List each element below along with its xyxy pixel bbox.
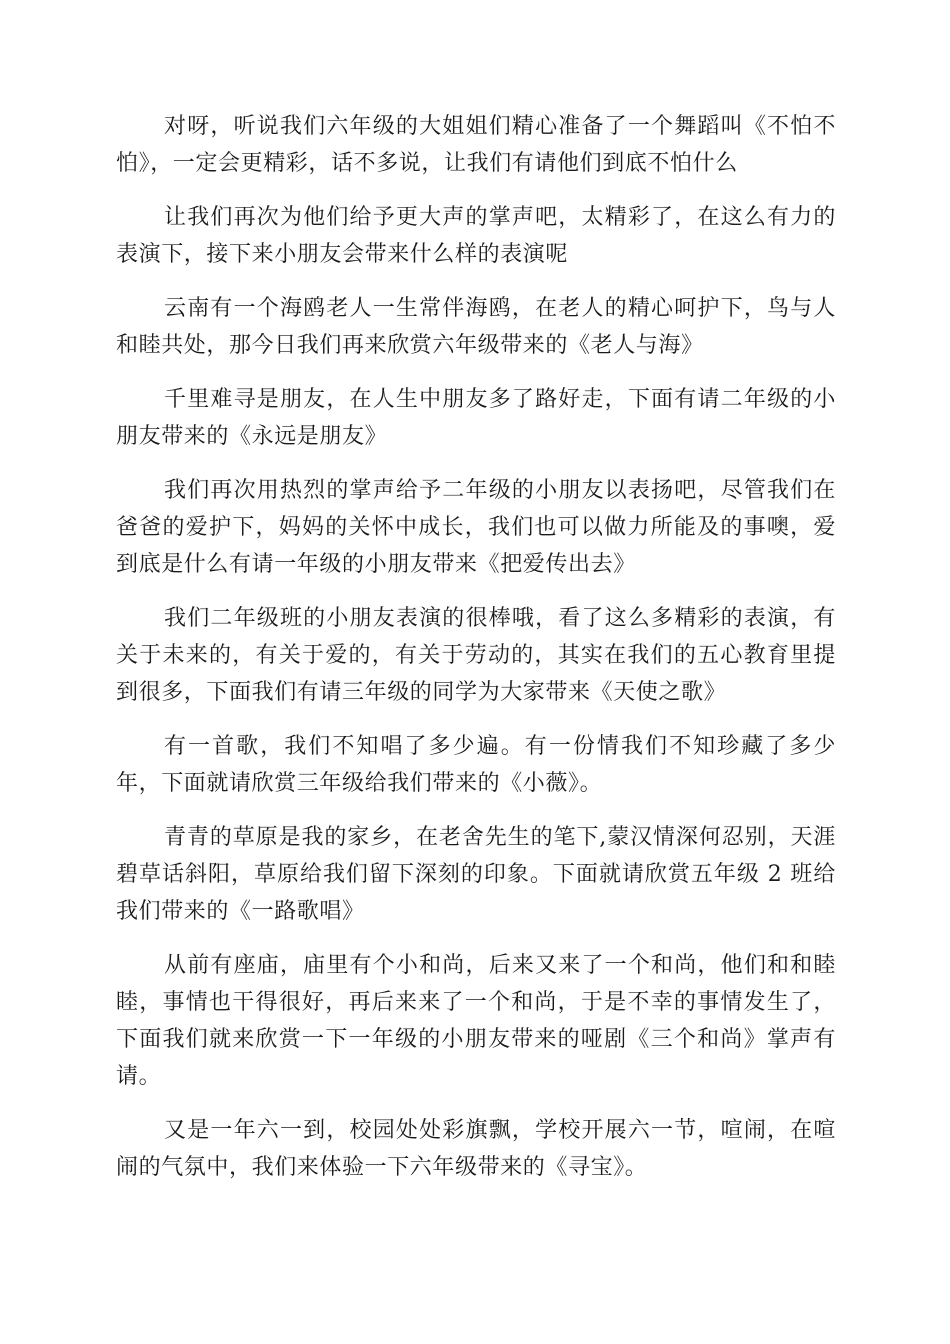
paragraph-4: 千里难寻是朋友，在人生中朋友多了路好走，下面有请二年级的小朋友带来的《永远是朋友》 [116,387,836,449]
paragraph-7: 有一首歌，我们不知唱了多少遍。有一份情我们不知珍藏了多少年，下面就请欣赏三年级给我们带来的《小薇》。 [116,734,836,796]
paragraph-9: 从前有座庙，庙里有个小和尚，后来又来了一个和尚，他们和和睦睦，事情也干得很好，再后来来了一个和尚，于是不幸的事情发生了，下面我们就来欣赏一下一年级的小朋友带来的哑剧《三个和尚》掌声有请。 [116,953,836,1089]
document-body [116,108,836,1203]
paragraph-5: 我们再次用热烈的掌声给予二年级的小朋友以表扬吧，尽管我们在爸爸的爱护下，妈妈的关怀中成长，我们也可以做力所能及的事噢，爱到底是什么有请一年级的小朋友带来《把爱传出去》 [116,478,836,577]
paragraph-8: 青青的草原是我的家乡，在老舍先生的笔下,蒙汉情深何忍别，天涯碧草话斜阳，草原给我们留下深刻的印象。下面就请欣赏五年级 2 班给我们带来的《一路歌唱》 [116,825,836,924]
paragraph-1: 对呀，听说我们六年级的大姐姐们精心准备了一个舞蹈叫《不怕不怕》，一定会更精彩，话不多说，让我们有请他们到底不怕什么 [116,114,836,176]
paragraph-2: 让我们再次为他们给予更大声的掌声吧，太精彩了，在这么有力的表演下，接下来小朋友会带来什么样的表演呢 [116,205,836,267]
paragraph-6: 我们二年级班的小朋友表演的很棒哦，看了这么多精彩的表演，有关于未来的，有关于爱的，有关于劳动的，其实在我们的五心教育里提到很多，下面我们有请三年级的同学为大家带来《天使之歌》 [116,606,836,705]
paragraph-3: 云南有一个海鸥老人一生常伴海鸥，在老人的精心呵护下，鸟与人和睦共处，那今日我们再来欣赏六年级带来的《老人与海》 [116,296,836,358]
paragraph-10: 又是一年六一到，校园处处彩旗飘，学校开展六一节，喧闹，在喧闹的气氛中，我们来体验一下六年级带来的《寻宝》。 [116,1118,836,1180]
